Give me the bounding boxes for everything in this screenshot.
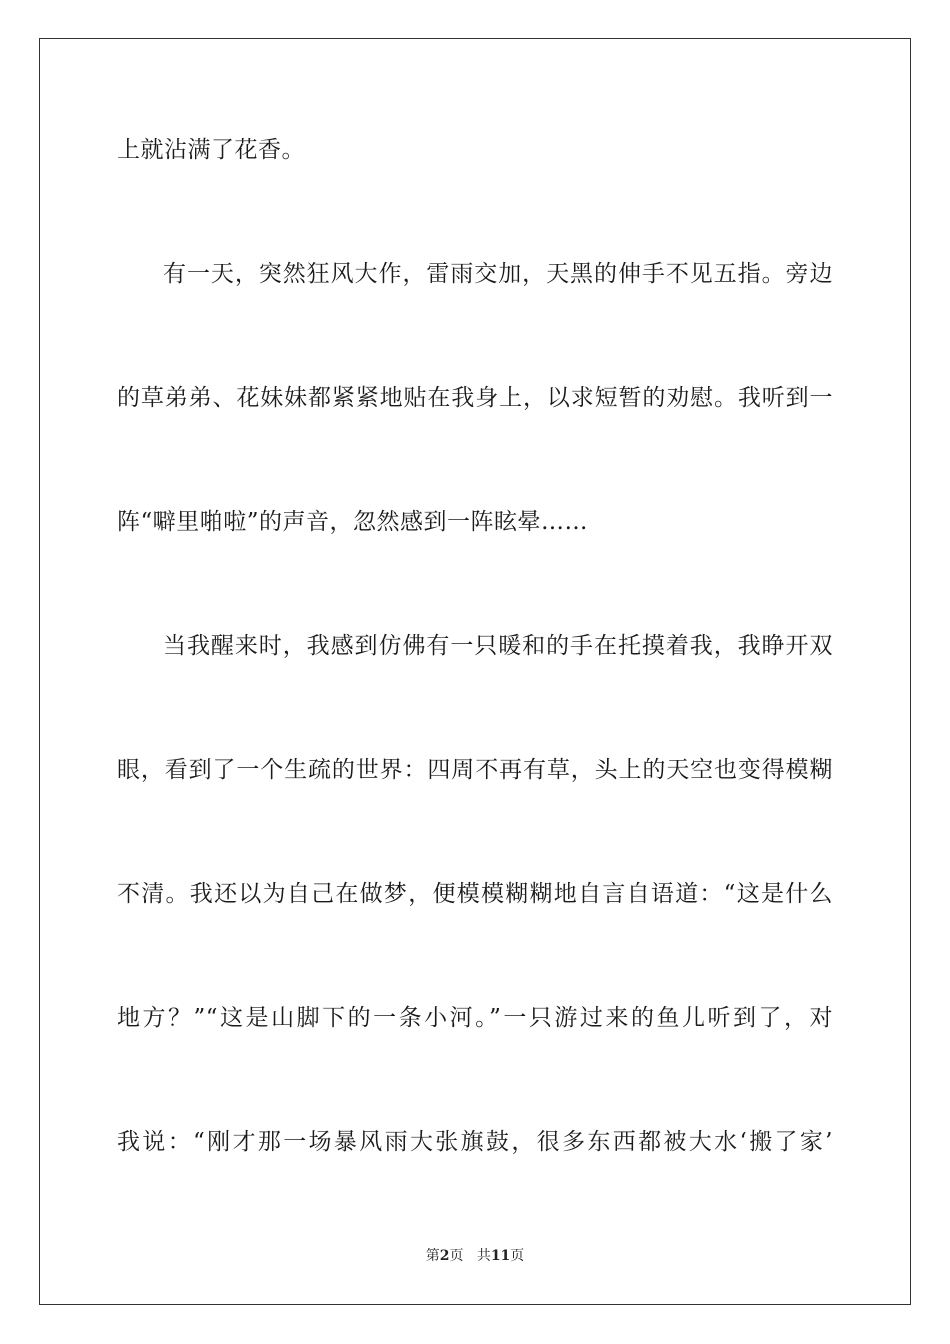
text-line-6: 眼，看到了一个生疏的世界：四周不再有草，头上的天空也变得模糊 <box>117 757 833 783</box>
text-line-7: 不清。我还以为自己在做梦，便模模糊糊地自言自语道：“这是什么 <box>117 881 833 907</box>
text-line-5: 当我醒来时，我感到仿佛有一只暖和的手在托摸着我，我睁开双 <box>163 633 833 659</box>
footer-page-prefix: 第 <box>425 1248 440 1264</box>
footer-total-number: 11 <box>490 1248 511 1264</box>
page-frame <box>39 38 911 1305</box>
footer-total-suffix: 页 <box>510 1248 525 1264</box>
text-line-2: 有一天，突然狂风大作，雷雨交加，天黑的伸手不见五指。旁边 <box>163 261 833 287</box>
page-footer <box>0 1247 950 1265</box>
text-line-9: 我说：“刚才那一场暴风雨大张旗鼓，很多东西都被大水‘搬了家’ <box>117 1129 833 1155</box>
text-line-4: 阵“噼里啪啦”的声音，忽然感到一阵眩晕…… <box>117 509 589 535</box>
footer-total-prefix: 共 <box>476 1248 491 1264</box>
text-line-3: 的草弟弟、花妹妹都紧紧地贴在我身上，以求短暂的劝慰。我听到一 <box>117 385 833 411</box>
footer-page-number: 2 <box>439 1248 450 1264</box>
footer-page-suffix: 页 <box>449 1248 464 1264</box>
text-line-8: 地方？”“这是山脚下的一条小河。”一只游过来的鱼儿听到了，对 <box>117 1005 833 1031</box>
text-line-1: 上就沾满了花香。 <box>117 137 305 163</box>
